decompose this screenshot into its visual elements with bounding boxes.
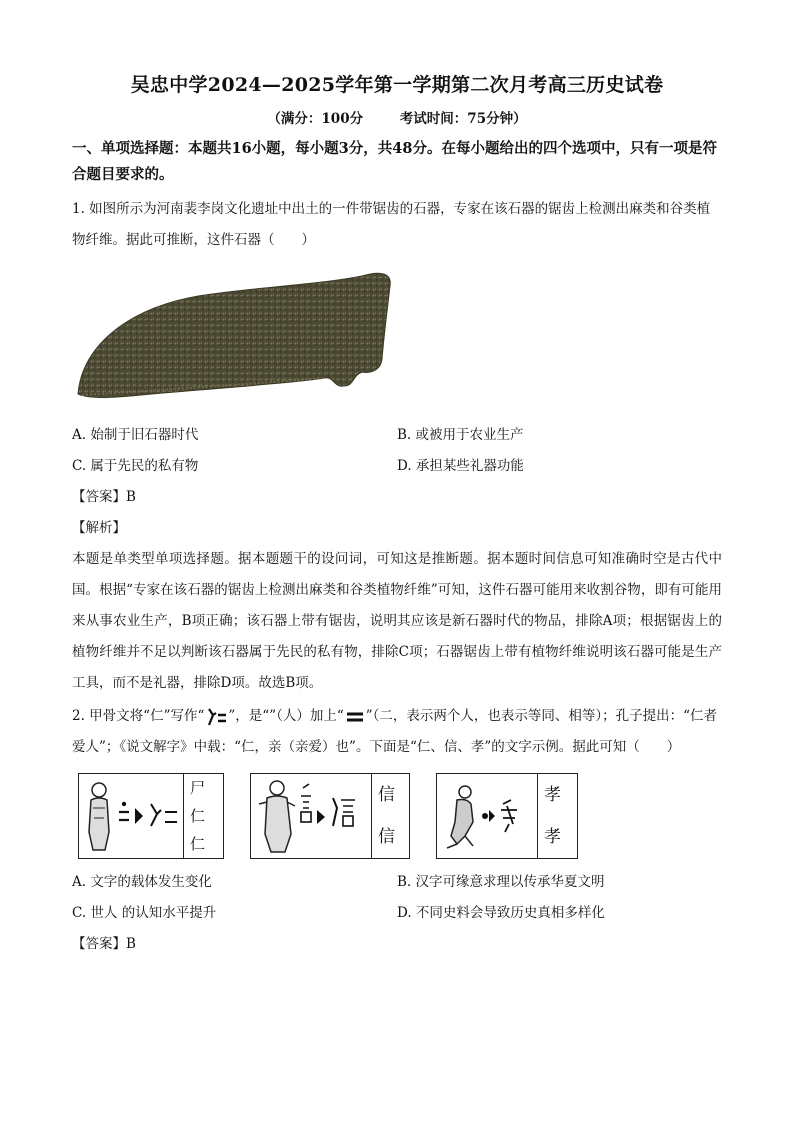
panel-ren bbox=[78, 773, 224, 859]
q1-stone-tool-figure bbox=[72, 264, 722, 414]
panel-xin-char-1: 信 bbox=[378, 785, 395, 805]
panel-xiao-char-2: 孝 bbox=[544, 827, 561, 847]
exam-title: 吴忠中学2024—2025学年第一学期第二次月考高三历史试卷 bbox=[130, 74, 664, 96]
q1-option-a: A. 始制于旧石器时代 bbox=[72, 427, 199, 443]
exam-page bbox=[72, 70, 722, 960]
q1-analysis: 本题是单类型单项选择题。据本题题干的设问词，可知这是推断题。据本题时间信息可知准确时空是古代中国。根据“专家在该石器的锯齿上检测出麻类和谷类植物纤维”可知，这件石器可能用来收割谷物，即有可能用来从事农业生产，B项正确；该石器上带有锯齿，说明其应该是新石器时代的物品，排除A项；根据锯齿上的植物纤维并不足以判断该石器属于先民的私有物，排除C项；石器锯齿上带有植物纤维说明该石器可能是生产工具，而不是礼器，排除D项。故选B项。 bbox=[72, 551, 722, 691]
q2-character-figures bbox=[78, 773, 722, 859]
oracle-ren-glyph-icon bbox=[204, 707, 228, 727]
q2-stem-part2: ”，是“”（人）加上“ bbox=[228, 708, 344, 724]
oracle-er-glyph-icon bbox=[344, 709, 366, 725]
stone-sickle-image bbox=[72, 264, 402, 414]
panel-xiao bbox=[436, 773, 578, 859]
q2-options bbox=[72, 867, 722, 929]
q1-option-b: B. 或被用于农业生产 bbox=[397, 427, 524, 443]
panel-ren-chars bbox=[183, 774, 211, 858]
q1-analysis-label: 【解析】 bbox=[72, 520, 126, 536]
figure-person-xin-icon bbox=[251, 774, 371, 858]
q2-stem-part3: ”（二，表示两个人，也表示等同、相等）；孔子提出：“仁者爱人”；《说文解字》中载：“仁，亲（亲爱）也”。下面是“仁、信、孝”的文字示例。据此可知（ ） bbox=[72, 708, 718, 755]
q2-option-d: D. 不同史料会导致历史真相多样化 bbox=[397, 905, 605, 921]
section-heading: 一、单项选择题：本题共16小题，每小题3分，共48分。在每小题给出的四个选项中，只有一项是符合题目要求的。 bbox=[72, 140, 717, 183]
figure-person-xiao-icon bbox=[437, 774, 537, 858]
panel-ren-char-1: 尸 bbox=[190, 779, 206, 797]
q2-answer: 【答案】B bbox=[72, 936, 136, 952]
panel-xiao-char-1: 孝 bbox=[544, 785, 561, 805]
panel-xin-char-2: 信 bbox=[378, 827, 395, 847]
panel-ren-char-3: 仁 bbox=[190, 835, 206, 853]
panel-xiao-chars bbox=[537, 774, 567, 858]
panel-ren-char-2: 仁 bbox=[190, 807, 206, 825]
panel-xin-chars bbox=[371, 774, 401, 858]
panel-xin bbox=[250, 773, 410, 859]
q2-stem-part1: 2. 甲骨文将“仁”写作“ bbox=[72, 708, 205, 724]
q1-option-c: C. 属于先民的私有物 bbox=[72, 458, 199, 474]
q1-answer: 【答案】B bbox=[72, 489, 136, 505]
q1-option-d: D. 承担某些礼器功能 bbox=[397, 458, 524, 474]
figure-person-ren-icon bbox=[79, 774, 183, 858]
q2-stem bbox=[72, 701, 722, 763]
q1-stem: 1. 如图所示为河南裴李岗文化遗址中出土的一件带锯齿的石器，专家在该石器的锯齿上检测出麻类和谷类植物纤维。据此可推断，这件石器（ ） bbox=[72, 201, 711, 248]
q2-option-c: C. 世人 的认知水平提升 bbox=[72, 905, 217, 921]
exam-time: 考试时间：75分钟） bbox=[399, 111, 527, 127]
q2-option-a: A. 文字的载体发生变化 bbox=[72, 874, 212, 890]
exam-subtitle bbox=[72, 107, 722, 127]
q2-option-b: B. 汉字可缘意求理以传承华夏文明 bbox=[397, 874, 605, 890]
q1-options bbox=[72, 420, 722, 482]
full-score: （满分：100分 bbox=[267, 111, 364, 127]
